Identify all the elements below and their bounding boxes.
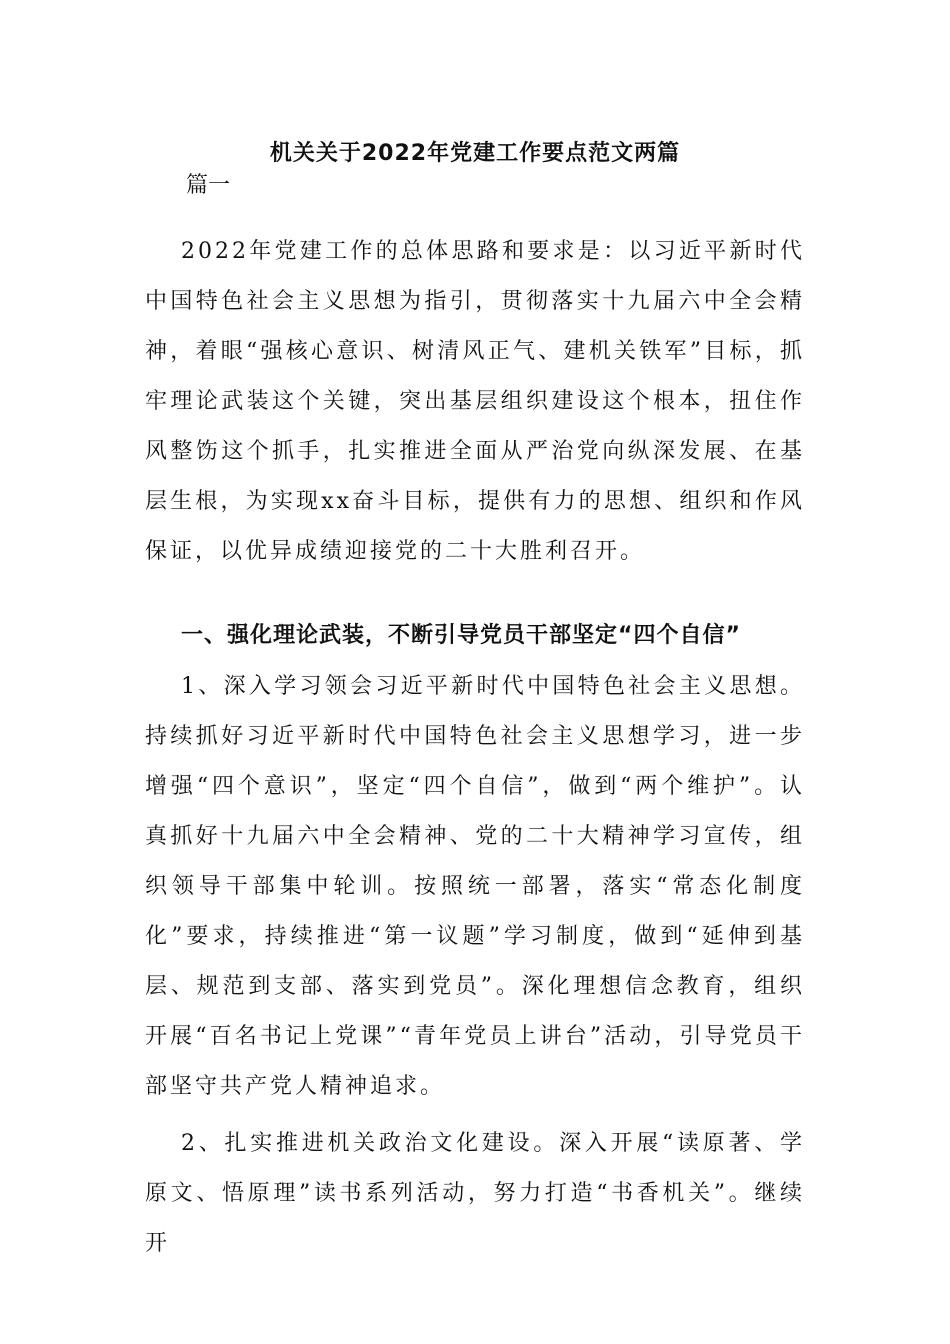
document-title: 机关关于2022年党建工作要点范文两篇 — [269, 141, 681, 166]
paragraph-1: 1、深入学习领会习近平新时代中国特色社会主义思想。持续抓好习近平新时代中国特色社会主义思想学习，进一步增强“四个意识”，坚定“四个自信”，做到“两个维护”。认真抓好十九届六中全会精神、党的二十大精神学习宣传，组织领导干部集中轮训。按照统一部署，落实“常态化制度化”要求，持续推进“第一议题”学习制度，做到“延伸到基层、规范到支部、落实到党员”。深化理想信念教育，组织开展“百名书记上党课”“青年党员上讲台”活动，引导党员干部坚守共产党人精神追求。 — [145, 674, 805, 1099]
intro-paragraph: 2022年党建工作的总体思路和要求是：以习近平新时代中国特色社会主义思想为指引，贯彻落实十九届六中全会精神，着眼“强核心意识、树清风正气、建机关铁军”目标，抓牢理论武装这个关键，突出基层组织建设这个根本，扭住作风整饬这个抓手，扎实推进全面从严治党向纵深发展、在基层生根，为实现xx奋斗目标，提供有力的思想、组织和作风保证，以优异成绩迎接党的二十大胜利召开。 — [145, 239, 805, 564]
section-1-heading: 一、强化理论武装，不断引导党员干部坚定“四个自信” — [181, 623, 741, 648]
paragraph-2: 2、扎实推进机关政治文化建设。深入开展“读原著、学原文、悟原理”读书系列活动，努力打造“书香机关”。继续开 — [145, 1131, 805, 1256]
part-label: 篇一 — [186, 173, 231, 198]
